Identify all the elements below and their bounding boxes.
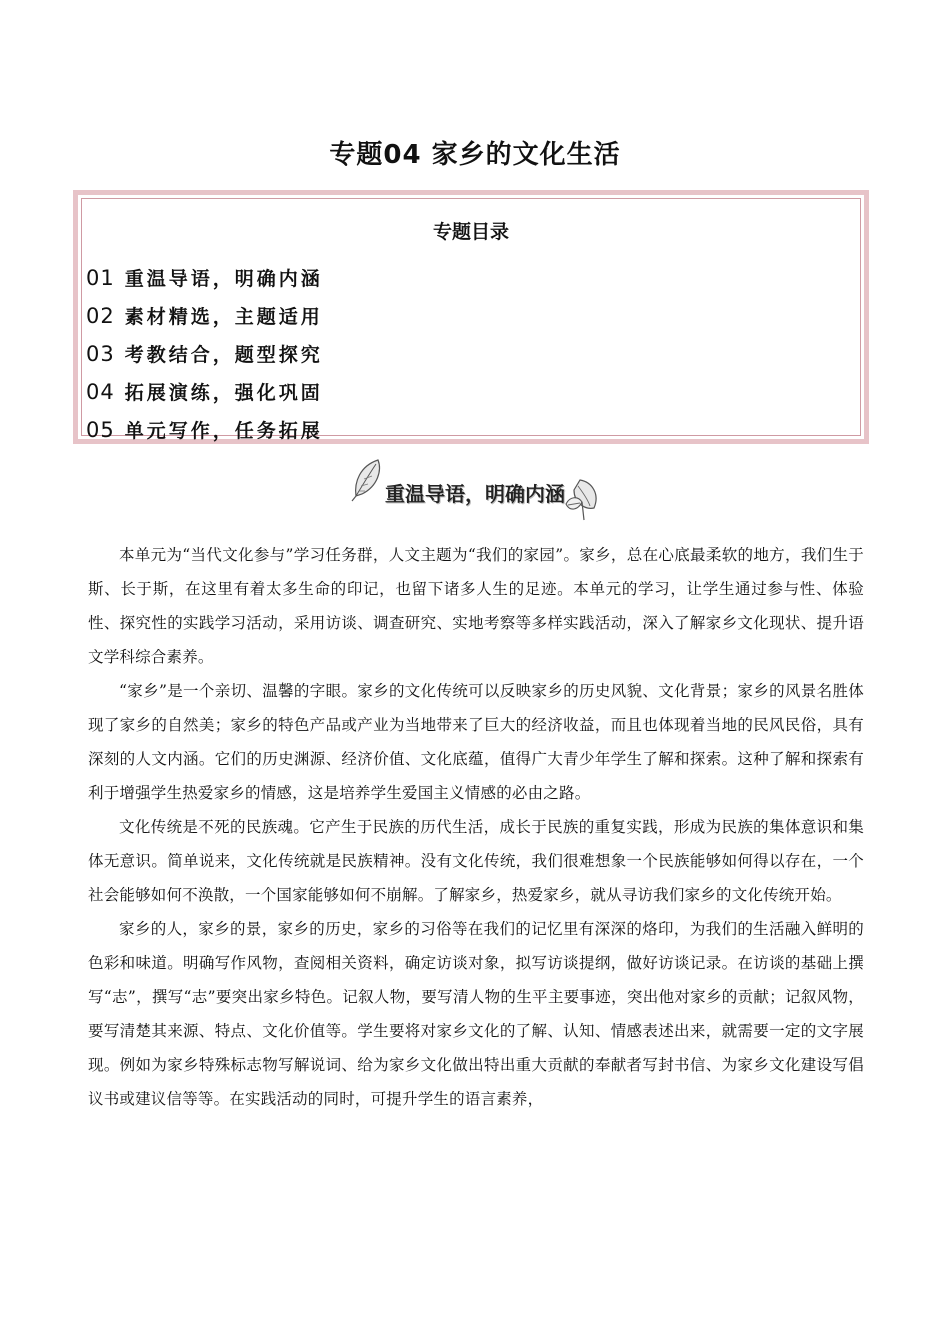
toc-item-number: 05 [86, 418, 115, 442]
body-text [88, 538, 864, 1116]
toc-item-label: 重温导语，明确内涵 [124, 268, 323, 290]
toc-item-number: 01 [86, 266, 115, 290]
toc-box [73, 190, 869, 444]
toc-item-3[interactable] [86, 335, 323, 373]
toc-item-1[interactable] [86, 259, 323, 297]
body-paragraph: “家乡”是一个亲切、温馨的字眼。家乡的文化传统可以反映家乡的历史风貌、文化背景；家乡的风景名胜体现了家乡的自然美；家乡的特色产品或产业为当地带来了巨大的经济收益，而且也体现着当地的民风民俗，具有深刻的人文内涵。它们的历史渊源、经济价值、文化底蕴，值得广大青少年学生了解和探索。这种了解和探索有利于增强学生热爱家乡的情感，这是培养学生爱国主义情感的必由之路。 [88, 682, 864, 802]
body-paragraph: 文化传统是不死的民族魂。它产生于民族的历代生活，成长于民族的重复实践，形成为民族的集体意识和集体无意识。简单说来，文化传统就是民族精神。没有文化传统，我们很难想象一个民族能够如何得以存在，一个社会能够如何不涣散，一个国家能够如何不崩解。了解家乡，热爱家乡，就从寻访我们家乡的文化传统开始。 [88, 818, 864, 904]
toc-item-4[interactable] [86, 373, 323, 411]
toc-item-5[interactable] [86, 411, 323, 449]
toc-item-label: 拓展演练，强化巩固 [124, 382, 323, 404]
toc-item-label: 考教结合，题型探究 [124, 344, 323, 366]
body-paragraph: 本单元为“当代文化参与”学习任务群，人文主题为“我们的家园”。家乡，总在心底最柔软的地方，我们生于斯、长于斯，在这里有着太多生命的印记，也留下诸多人生的足迹。本单元的学习，让学生通过参与性、体验性、探究性的实践学习活动，采用访谈、调查研究、实地考察等多样实践活动，深入了解家乡文化现状、提升语文学科综合素养。 [88, 546, 864, 666]
toc-item-number: 02 [86, 304, 115, 328]
page-title: 专题04 家乡的文化生活 [329, 140, 621, 170]
leaf-decoration-icon [560, 474, 604, 522]
section-banner-title: 重温导语，明确内涵 [385, 482, 565, 506]
toc-item-label: 单元写作，任务拓展 [124, 420, 323, 442]
toc-list [86, 259, 323, 449]
toc-item-2[interactable] [86, 297, 323, 335]
section-banner [0, 456, 950, 526]
body-paragraph: 家乡的人，家乡的景，家乡的历史，家乡的习俗等在我们的记忆里有深深的烙印，为我们的生活融入鲜明的色彩和味道。明确写作风物，查阅相关资料，确定访谈对象，拟写访谈提纲，做好访谈记录。在访谈的基础上撰写“志”，撰写“志”要突出家乡特色。记叙人物，要写清人物的生平主要事迹，突出他对家乡的贡献；记叙风物，要写清楚其来源、特点、文化价值等。学生要将对家乡文化的了解、认知、情感表述出来，就需要一定的文字展现。例如为家乡特殊标志物写解说词、给为家乡文化做出特出重大贡献的奉献者写封书信、为家乡文化建设写倡议书或建议信等等。在实践活动的同时，可提升学生的语言素养， [88, 920, 864, 1108]
toc-item-label: 素材精选，主题适用 [124, 306, 323, 328]
toc-item-number: 04 [86, 380, 115, 404]
toc-title: 专题目录 [432, 221, 509, 243]
toc-item-number: 03 [86, 342, 115, 366]
